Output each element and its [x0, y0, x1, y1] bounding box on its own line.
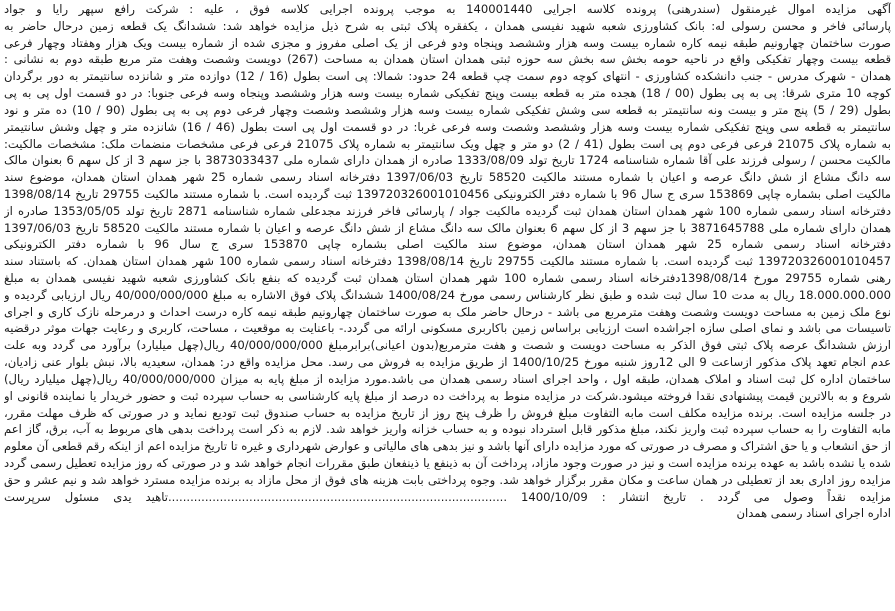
- notice-line: تاسیسات می باشد و نمای اصلی سازه اجراشده است ارزیابی براساس زمین باکاربری مسکونی ارائه می گردد.- باعنایت به موقعیت ، مساحت، کاربری و رعایت جهات موثر درقضیه: [4, 321, 891, 336]
- notice-line: همدان دارای شماره ملی 3871645788 با جز سهم 3 از کل سهم 6 بعنوان مالک سه دانگ مشاع از شش دانگ عرصه و اعیان با شماره مستند مالکیت 58520 تاریخ 1397/06/03: [4, 220, 891, 235]
- notice-line: قطعه بیست وچهار تفکیکی واقع در ناحیه حومه بخش سه بخش سه حوزه ثبتی همدان استان همدان به مساحت (267) دویست وشصت وهفت متر مربع طبقه دوم به نشانی :: [4, 52, 891, 67]
- notice-line: شده یا نشده باشد به عهده برنده مزایده است و نیز در صورت وجود مازاد، پرداخت آن به ذینفع یا ذینفعان طبق مقررات انجام خواهد شد و در صورتی که روز مزایده تعطیل رسمی گردد: [4, 455, 891, 470]
- notice-line: پارسائی فاخر و محسن رسولی له: بانک کشاورزی شعبه شهید نفیسی همدان ، یکفقره پلاک ثبتی به شرح ذیل مزایده خواهد شد: ششدانگ یک قطعه زمین درحال حاضر به: [4, 18, 891, 33]
- notice-line: 18.000.000.000 ریال به مدت 10 سال ثبت شده و طبق نظر کارشناس رسمی مورخ 1400/08/24 ششدانگ پلاک فوق الاشاره به مبلغ 40/000/000/000 ریال ارزیابی گردیده و: [4, 287, 891, 302]
- notice-line: دفترخانه اسناد رسمی شماره 25 شهر همدان استان همدان، موضوع سند مالکیت اصلی بشماره چاپی 153870 سری ج سال 96 با شماره دفتر الکترونیکی: [4, 237, 891, 252]
- notice-line: ارزش ششدانگ عرصه پلاک ثبتی فوق الذکر به مساحت دویست و شصت و هفت مترمربع(بدون اعیانی)برابرمبلغ 40/000/000/000 ریال(چهل میلیارد) برآورد می گردد وبه علت: [4, 338, 891, 353]
- notice-line: نوع ملک زمین به مساحت دویست وشصت وهفت مترمربع می باشد - درحال حاضر ملک به صورت ساختمان چهارونیم طبقه نیمه کاره درست احداث و درمرحله نازک کاری و اجرای: [4, 304, 891, 319]
- notice-line: دفترخانه اسناد رسمی شماره 100 شهر همدان استان همدان ثبت گردیده مالکیت جواد / پارسائی فاخر فرزند مجدعلی شماره شناسنامه 2871 تاریخ تولد 1353/05/05 صادره از: [4, 203, 891, 218]
- notice-line: سه دانگ مشاع از شش دانگ عرصه و اعیان با شماره مستند مالکیت 58520 تاریخ 1397/06/03 دفترخانه اسناد رسمی شماره 25 شهر همدان استان همدان، موضوع سند: [4, 170, 891, 185]
- notice-line: 139720326001010457 ثبت گردیده است. با شماره مستند مالکیت 29755 تاریخ 1398/08/14 دفترخانه اسناد رسمی شماره 100 شهر همدان استان همدان. که باستناد سند: [4, 254, 891, 269]
- notice-line: مابه التفاوت را به حساب سپرده ثبت واریز نکند، مبلغ مذکور قابل استرداد نبوده و به حساب خزانه واریز خواهد شد. لازم به ذکر است پرداخت بدهی های مربوط به آب، برق، گاز اعم: [4, 422, 891, 437]
- notice-line: شروع و به بالاترین قیمت پیشنهادی نقدا فروخته میشود.شرکت در مزایده منوط به پرداخت ده درصد از مبلغ پایه کارشناسی به حساب سپرده ثبت و حضور خریدار یا نماینده قانونی او: [4, 388, 891, 403]
- notice-line: عدم انجام تعهد پلاک مذکور ازساعت 9 الی 12روز شنبه مورخ 1400/10/25 از طریق مزایده به فروش می رسد. محل مزایده واقع در: همدان، سعیدیه بالا، نبش بلوار عنی زادیان،: [4, 355, 891, 370]
- notice-line: در جلسه مزایده است. برنده مزایده مکلف است مابه التفاوت مبلغ فروش را ظرف پنج روز از تاریخ مزایده به حساب صندوق ثبت تودیع نماید و در صورتی که ظرف مهلت مقرر،: [4, 405, 891, 420]
- notice-line: همدان - شهرک مدرس - جنب دانشکده کشاورزی - انتهای کوچه دوم سمت چپ قطعه 24 حدود: شمالا: پی است بطول (16 / 12) دوازده متر و شانزده سانتیمتر به دور برگردان: [4, 69, 891, 84]
- notice-line: ساختمان اداره کل ثبت اسناد و املاک همدان، طبقه اول ، واحد اجرای اسناد رسمی همدان می باشد.مورد مزایده از مبلغ پایه به میزان 40/000/000/000 ریال(چهل میلیارد ریال): [4, 371, 891, 386]
- notice-line: بطول (29 / 5) پنج متر و بیست ونه سانتیمتر به قطعه سی وشش تفکیکی شماره بیست وسه هزار وششصد وشصت وچهار فرعی دوم پی به پی بطول (90 / 10) ده متر و نود: [4, 102, 891, 117]
- notice-line: صورت ساختمان چهارونیم طبقه نیمه کاره شماره بیست وسه هزار وششصد وپنجاه ودو فرعی از یک اصلی مفروز و مجزی شده از شماره بیست ویک هزار وهفتاد وچهار فرعی: [4, 35, 891, 50]
- notice-line: مالکیت محسن / رسولی فرزند علی آقا شماره شناسنامه 1724 تاریخ تولد 1333/08/09 صادره از همدان دارای شماره ملی 3873033437 با جز سهم 3 از کل سهم 6 بعنوان مالک: [4, 153, 891, 168]
- notice-line: مالکیت اصلی بشماره چاپی 153869 سری ج سال 96 با شماره دفتر الکترونیکی 139720326001010456 ثبت گردیده است. با شماره مستند مالکیت 29755 تاریخ 1398/08/14: [4, 186, 891, 201]
- notice-line: به شماره پلاک 21075 فرعی فرعی دوم پی است بطول (41 / 2) دو متر و چهل ویک سانتیمتر به شماره پلاک 21075 فرعی فرعی مشخصات منضمات ملک: مشخصات مالکیت:: [4, 136, 891, 151]
- notice-line: از حق انشعاب و یا حق اشتراک و مصرف در صورتی که مورد مزایده دارای آنها باشد و نیز بدهی های مالیاتی و عوارض شهرداری و غیره تا تاریخ مزایده اعم از اینکه رقم قطعی آن معلوم: [4, 439, 891, 454]
- notice-line: مزایده روز اداری بعد از تعطیلی در همان ساعت و مکان مقرر برگزار خواهد شد. وجوه پرداختی بابت هزینه های فوق از محل مازاد به برنده مزایده مسترد خواهد شد و نیم عشر و حق: [4, 472, 891, 487]
- notice-line: رهنی شماره 29755 مورخ 1398/08/14دفترخانه اسناد رسمی شماره 100 شهر همدان استان همدان ثبت گردیده که بنفع بانک کشاورزی شعبه شهید نفیسی همدان به مبلغ: [4, 271, 891, 285]
- notice-line: آگهی مزایده اموال غیرمنقول (سندرهنی) پرونده کلاسه اجرایی 140001440 به موجب پرونده اجرایی کلاسه فوق ، علیه : شرکت رافع سپهر رایا و جواد: [4, 2, 891, 16]
- notice-line: سانتیمتر به قطعه سی وپنج تفکیکی شماره بیست وسه هزار وششصد وشصت وسه فرعی غربا: در دو قسمت اول پی است بطول (46 / 16) شانزده متر و چهل وشش سانتیمتر: [4, 119, 891, 134]
- notice-line: کوچه 10 متری شرقا: پی به پی بطول (00 / 18) هجده متر به قطعه بیست وپنج تفکیکی شماره بیست وسه هزار وششصد وپنجاه وسه فرعی جنوبا: در دو قسمت اول پی به پی: [4, 86, 891, 101]
- notice-signature-line: اداره اجرای اسناد رسمی همدان: [736, 506, 891, 521]
- notice-line: مزایده نقداً وصول می گردد . تاریخ انتشار : 1400/10/09 ............................................................................................تاهید یدی مسئول سرپرست: [4, 489, 891, 504]
